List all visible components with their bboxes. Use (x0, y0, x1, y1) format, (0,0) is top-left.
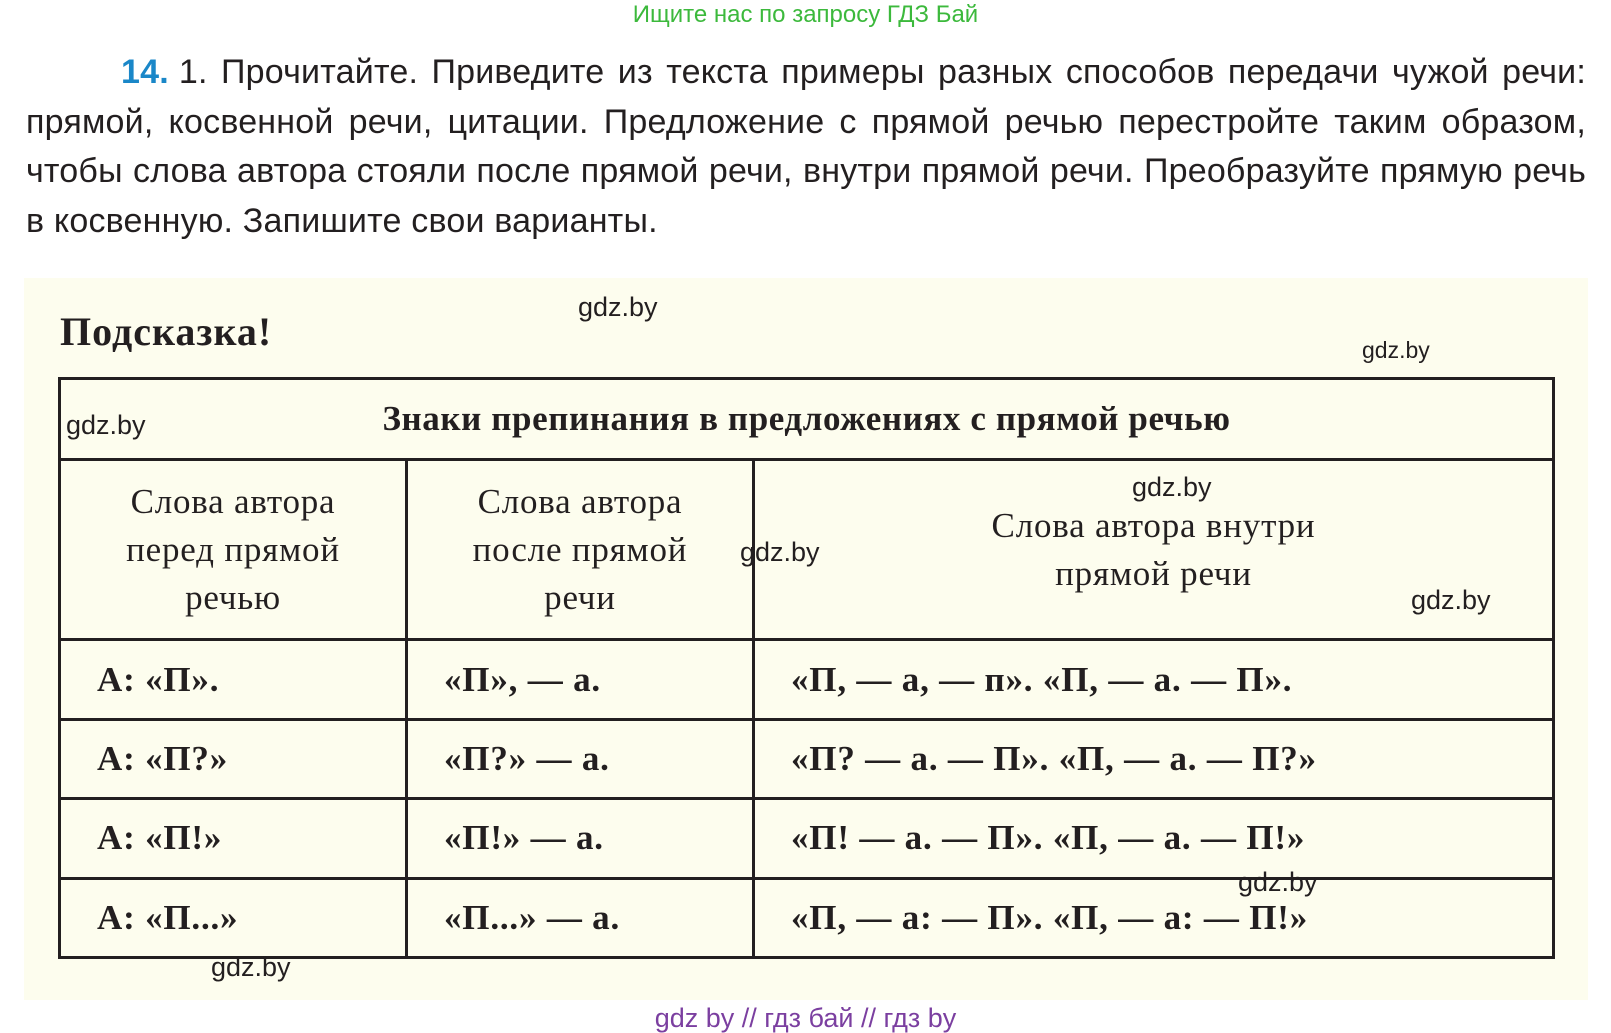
watermark: gdz.by (740, 537, 820, 567)
task-number: 14. (121, 53, 169, 91)
watermark: gdz.by (1362, 337, 1430, 363)
table-cell: «П?» — а. (407, 719, 754, 798)
table-cell: А: «П?» (60, 719, 407, 798)
watermark: gdz.by (578, 292, 658, 322)
watermark: gdz.by (211, 952, 291, 982)
table-row (60, 640, 1554, 719)
table-row (60, 799, 1554, 878)
table-cell: А: «П». (60, 640, 407, 719)
header-inside-label: Слова автора внутри прямой речи (991, 505, 1316, 593)
top-banner: Ищите нас по запросу ГДЗ Бай (632, 1, 979, 28)
header-after (407, 460, 754, 640)
table-cell: А: «П...» (60, 878, 407, 957)
task-paragraph (26, 48, 1586, 246)
table-row (60, 719, 1554, 798)
header-after-label: Слова автора после прямой речи (472, 481, 688, 617)
table-cell: А: «П!» (60, 799, 407, 878)
watermark: gdz.by (66, 410, 146, 440)
footer-watermark: gdz by // гдз бай // гдз by (654, 1003, 957, 1033)
table-cell: «П? — а. — П». «П, — а. — П?» (754, 719, 1554, 798)
punctuation-table (58, 377, 1555, 959)
watermark: gdz.by (1411, 585, 1491, 615)
table-caption: Знаки препинания в предложениях с прямой речью (60, 379, 1554, 460)
header-before (60, 460, 407, 640)
table-cell: «П, — а: — П». «П, — а: — П!» (754, 878, 1554, 957)
table-cell: «П», — а. (407, 640, 754, 719)
hint-title: Подсказка! (60, 309, 273, 354)
watermark: gdz.by (1132, 472, 1212, 502)
task-text: 1. Прочитайте. Приведите из текста примеры разных способов передачи чужой речи: прямой, косвенной речи, цитации. Предложение с прямой речью перестройте таким образом, чтобы слова автора стояли после прямой речи, внутри прямой речи. Преобразуйте прямую речь в косвенную. Запишите свои варианты. (26, 53, 1586, 240)
table-caption-row (60, 379, 1554, 460)
watermark: gdz.by (1238, 867, 1318, 897)
header-before-label: Слова автора перед прямой речью (126, 481, 340, 617)
table-cell: «П! — а. — П». «П, — а. — П!» (754, 799, 1554, 878)
table-row (60, 878, 1554, 957)
table-cell: «П...» — а. (407, 878, 754, 957)
table-cell: «П!» — а. (407, 799, 754, 878)
table-cell: «П, — а, — п». «П, — а. — П». (754, 640, 1554, 719)
